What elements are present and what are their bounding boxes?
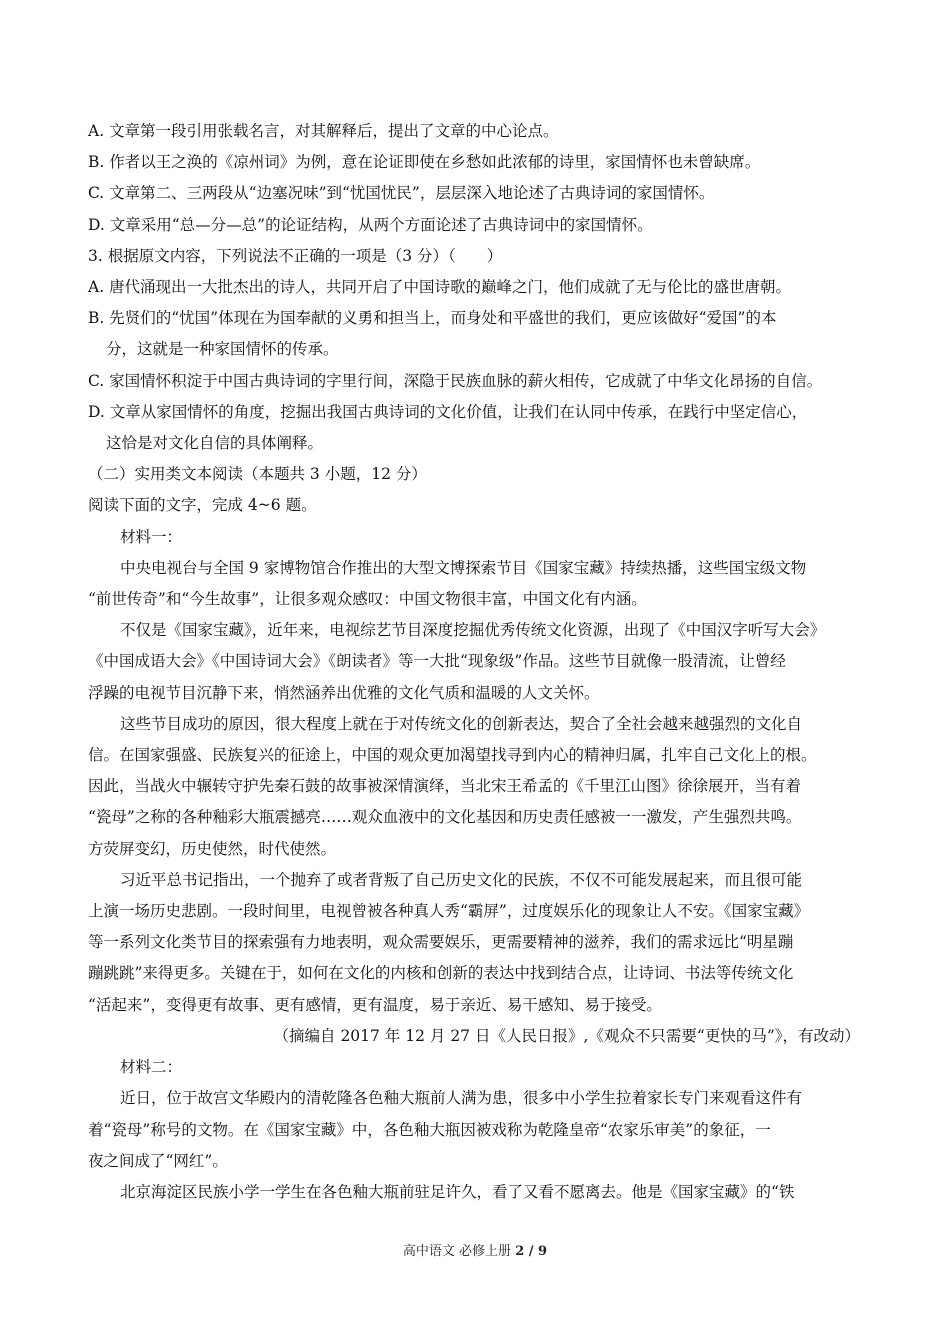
- paragraph-line: “前世传奇”和“今生故事”，让很多观众感叹：中国文物很丰富，中国文化有内涵。: [88, 590, 647, 609]
- paragraph-line: 浮躁的电视节目沉静下来，悄然涵养出优雅的文化气质和温暖的人文关怀。: [88, 683, 600, 702]
- page-current: 2: [515, 1244, 525, 1259]
- paragraph-line: 习近平总书记指出，一个抛弃了或者背叛了自己历史文化的民族，不仅不可能发展起来，而且很可能: [120, 870, 803, 889]
- paragraph-line: “瓷母”之称的各种釉彩大瓶震撼亮……观众血液中的文化基因和历史责任感被一一激发，产生强烈共鸣。: [88, 808, 802, 827]
- q3-option-b-cont: 分，这就是一种家国情怀的传承。: [106, 340, 339, 359]
- paragraph-line: 等一系列文化类节目的探索强有力地表明，观众需要娱乐，更需要精神的滋养，我们的需求远比“明星蹦: [88, 933, 794, 952]
- paragraph-line: 蹦跳跳”来得更多。关键在于，如何在文化的内核和创新的表达中找到结合点，让诗词、书法等传统文化: [88, 964, 794, 983]
- paragraph-line: 不仅是《国家宝藏》，近年来，电视综艺节目深度挖掘优秀传统文化资源，出现了《中国汉字听写大会》: [120, 621, 826, 640]
- paragraph-line: 上演一场历史悲剧。一段时间里，电视曾被各种真人秀“霸屏”，过度娱乐化的现象让人不安。《国家宝藏》: [88, 902, 810, 921]
- q3-option-d-cont: 这恰是对文化自信的具体阐释。: [106, 434, 324, 453]
- q3-option-d: D. 文章从家国情怀的角度，挖掘出我国古典诗词的文化价值，让我们在认同中传承，在践行中坚定信心，: [88, 402, 808, 421]
- paragraph-line: 因此，当战火中辗转守护先秦石鼓的故事被深情演绎，当北宋王希孟的《千里江山图》徐徐展开，当有着: [88, 777, 802, 796]
- material2-label: 材料二：: [120, 1058, 183, 1077]
- paragraph-line: 夜之间成了“网红”。: [88, 1151, 228, 1170]
- q3-option-c: C. 家国情怀积淀于中国古典诗词的字里行间，深隐于民族血脉的薪火相传，它成就了中华文化昂扬的自信。: [88, 371, 823, 390]
- q2-option-c: C. 文章第二、三两段从“边塞况味”到“忧国忧民”，层层深入地论述了古典诗词的家国情怀。: [88, 184, 715, 203]
- paragraph-line: 着“瓷母”称号的文物。在《国家宝藏》中，各色釉大瓶因被戏称为乾隆皇帝“农家乐审美”的象征，一: [88, 1120, 771, 1139]
- q3-stem: 3. 根据原文内容，下列说法不正确的一项是（3 分）（ ）: [88, 246, 503, 265]
- section-instruction: 阅读下面的文字，完成 4~6 题。: [88, 496, 317, 515]
- page-body: [88, 116, 864, 1208]
- paragraph-line: 北京海淀区民族小学一学生在各色釉大瓶前驻足许久，看了又看不愿离去。他是《国家宝藏》的“铁: [120, 1182, 795, 1201]
- q3-option-b: B. 先贤们的“忧国”体现在为国奉献的义勇和担当上，而身处和平盛世的我们，更应该做好“爱国”的本: [88, 309, 777, 328]
- material1-source: （摘编自 2017 年 12 月 27 日《人民日报》,《观众不只需要“更快的马”》，有改动）: [273, 1026, 860, 1045]
- page-footer: [0, 1240, 950, 1259]
- q2-option-a: A. 文章第一段引用张载名言，对其解释后，提出了文章的中心论点。: [88, 122, 559, 140]
- paragraph-line: 中央电视台与全国 9 家博物馆合作推出的大型文博探索节目《国家宝藏》持续热播，这些国宝级文物: [120, 558, 807, 577]
- page-separator: /: [524, 1244, 539, 1259]
- paragraph-line: 近日，位于故宫文华殿内的清乾隆各色釉大瓶前人满为患，很多中小学生拉着家长专门来观看这件有: [120, 1089, 803, 1108]
- material1-label: 材料一：: [120, 527, 183, 546]
- section-title: （二）实用类文本阅读（本题共 3 小题，12 分）: [88, 465, 427, 484]
- q2-option-d: D. 文章采用“总—分—总”的论证结构，从两个方面论述了古典诗词中的家国情怀。: [88, 215, 653, 234]
- footer-course: 高中语文 必修上册: [402, 1244, 512, 1259]
- q2-option-b: B. 作者以王之涣的《凉州词》为例，意在论证即使在乡愁如此浓郁的诗里，家国情怀也未曾缺席。: [88, 153, 761, 172]
- paragraph-line: 这些节目成功的原因，很大程度上就在于对传统文化的创新表达，契合了全社会越来越强烈的文化自: [120, 714, 803, 733]
- paragraph-line: 方荧屏变幻，历史使然，时代使然。: [88, 839, 337, 858]
- paragraph-line: “活起来”，变得更有故事、更有感情，更有温度，易于亲近、易干感知、易于接受。: [88, 995, 662, 1014]
- page-total: 9: [538, 1244, 548, 1259]
- q3-option-a: A. 唐代涌现出一大批杰出的诗人，共同开启了中国诗歌的巅峰之门，他们成就了无与伦比的盛世唐朝。: [88, 278, 792, 297]
- page-number: [515, 1244, 547, 1259]
- paragraph-line: 信。在国家强盛、民族复兴的征途上，中国的观众更加渴望找寻到内心的精神归属，扎牢自己文化上的根。: [88, 746, 817, 765]
- paragraph-line: 《中国成语大会》《中国诗词大会》《朗读者》等一大批“现象级”作品。这些节目就像一股清流，让曾经: [88, 652, 786, 671]
